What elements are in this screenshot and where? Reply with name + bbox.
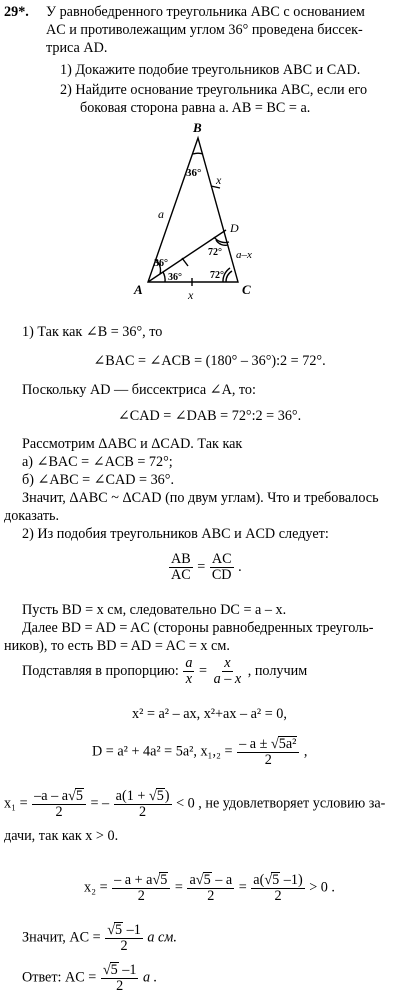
solution-line-7: б) ∠ABC = ∠CAD = 36°. [22,472,174,488]
angle-c-label: 72° [210,270,224,281]
problem-text-line-1: У равнобедренного треугольника ABC с основанием [46,4,365,20]
side-bd-x-label: x [216,173,222,187]
solution-line-2: ∠BAC = ∠ACB = (180° – 36°):2 = 72°. [93,353,326,369]
side-dc-label: a–x [236,249,252,261]
problem-number: 29*. [4,4,29,20]
angle-a-upper-label: 36° [154,258,168,269]
conclusion-ac: Значит, AC = $\frac{√5 -1}{2}$ a см. [22,922,177,954]
problem-item-2-line-2: боковая сторона равна a. AB = BC = a. [80,100,311,116]
equation-x1: x₁ = $\frac{-a - a√5}{2}$ = – $\frac{a(1 + √5)}{2}$ < 0 , не удовлетворяет условию за- [4,788,386,820]
solution-line-1: 1) Так как ∠B = 36°, то [22,324,163,340]
problem-text-line-2: AC и противолежащим углом 36° проведена биссек- [46,22,363,38]
vertex-a-label: A [134,282,143,297]
solution-line-15: дачи, так как x > 0. [4,828,119,844]
equation-quadratic: x² = a² – ax, x²+ax – a² = 0, [132,706,287,722]
side-ac-x-label: x [188,288,194,302]
solution-line-5: Рассмотрим ΔABC и ΔCAD. Так как [22,436,243,452]
angle-b-label: 36° [186,167,202,179]
equation-x2: x₂ = $\frac{- a + a√5}{2}$ = $\frac{a√5 - a}{2}$ = $\frac{a(√5 -1)}{2}$ > 0 . [84,872,335,904]
problem-item-2-line-1: 2) Найдите основание треугольника ABC, если его [60,82,368,98]
solution-line-10: 2) Из подобия треугольников ABC и ACD следует: [22,526,329,542]
solution-line-4: ∠CAD = ∠DAB = 72°:2 = 36°. [117,408,302,424]
solution-line-3: Поскольку AD — биссектриса ∠A, то: [22,382,256,398]
answer-ac: Ответ: AC = $\frac{√5 -1}{2}$ a . [22,962,158,994]
angle-d-label: 72° [208,247,222,258]
solution-line-9: доказать. [4,508,60,524]
solution-line-13: ников), то есть BD = AD = AC = x см. [4,638,230,654]
solution-line-11: Пусть BD = x см, следовательно DC = a – x. [22,602,287,618]
vertex-d-label: D [230,221,239,235]
vertex-b-label: B [193,120,202,135]
vertex-c-label: C [242,282,251,297]
side-a-label: a [158,207,164,221]
solution-line-6: а) ∠BAC = ∠ACB = 72°; [22,454,173,470]
proportion-ab-ac-cd: $\frac{AB}{AC}$ = $\frac{AC}{CD}$ . [171,551,242,583]
equation-discriminant: D = a² + 4a² = 5a², x₁,₂ = $\frac{\text{– a ± √5a²}}{2}$ , [92,736,308,768]
problem-item-1: 1) Докажите подобие треугольников ABC и CAD. [60,62,361,78]
problem-text-line-3: триса AD. [46,40,108,56]
solution-line-12: Далее BD = AD = AC (стороны равнобедренных треуголь- [22,620,374,636]
solution-line-14: Подставляя в пропорцию: $\frac{a}{x}$ = $\frac{x}{a - x}$ , получим [22,655,308,687]
solution-line-8: Значит, ΔABC ~ ΔCAD (по двум углам). Что и требовалось [22,490,379,506]
angle-a-lower-label: 36° [168,272,182,283]
triangle-figure [130,118,290,306]
